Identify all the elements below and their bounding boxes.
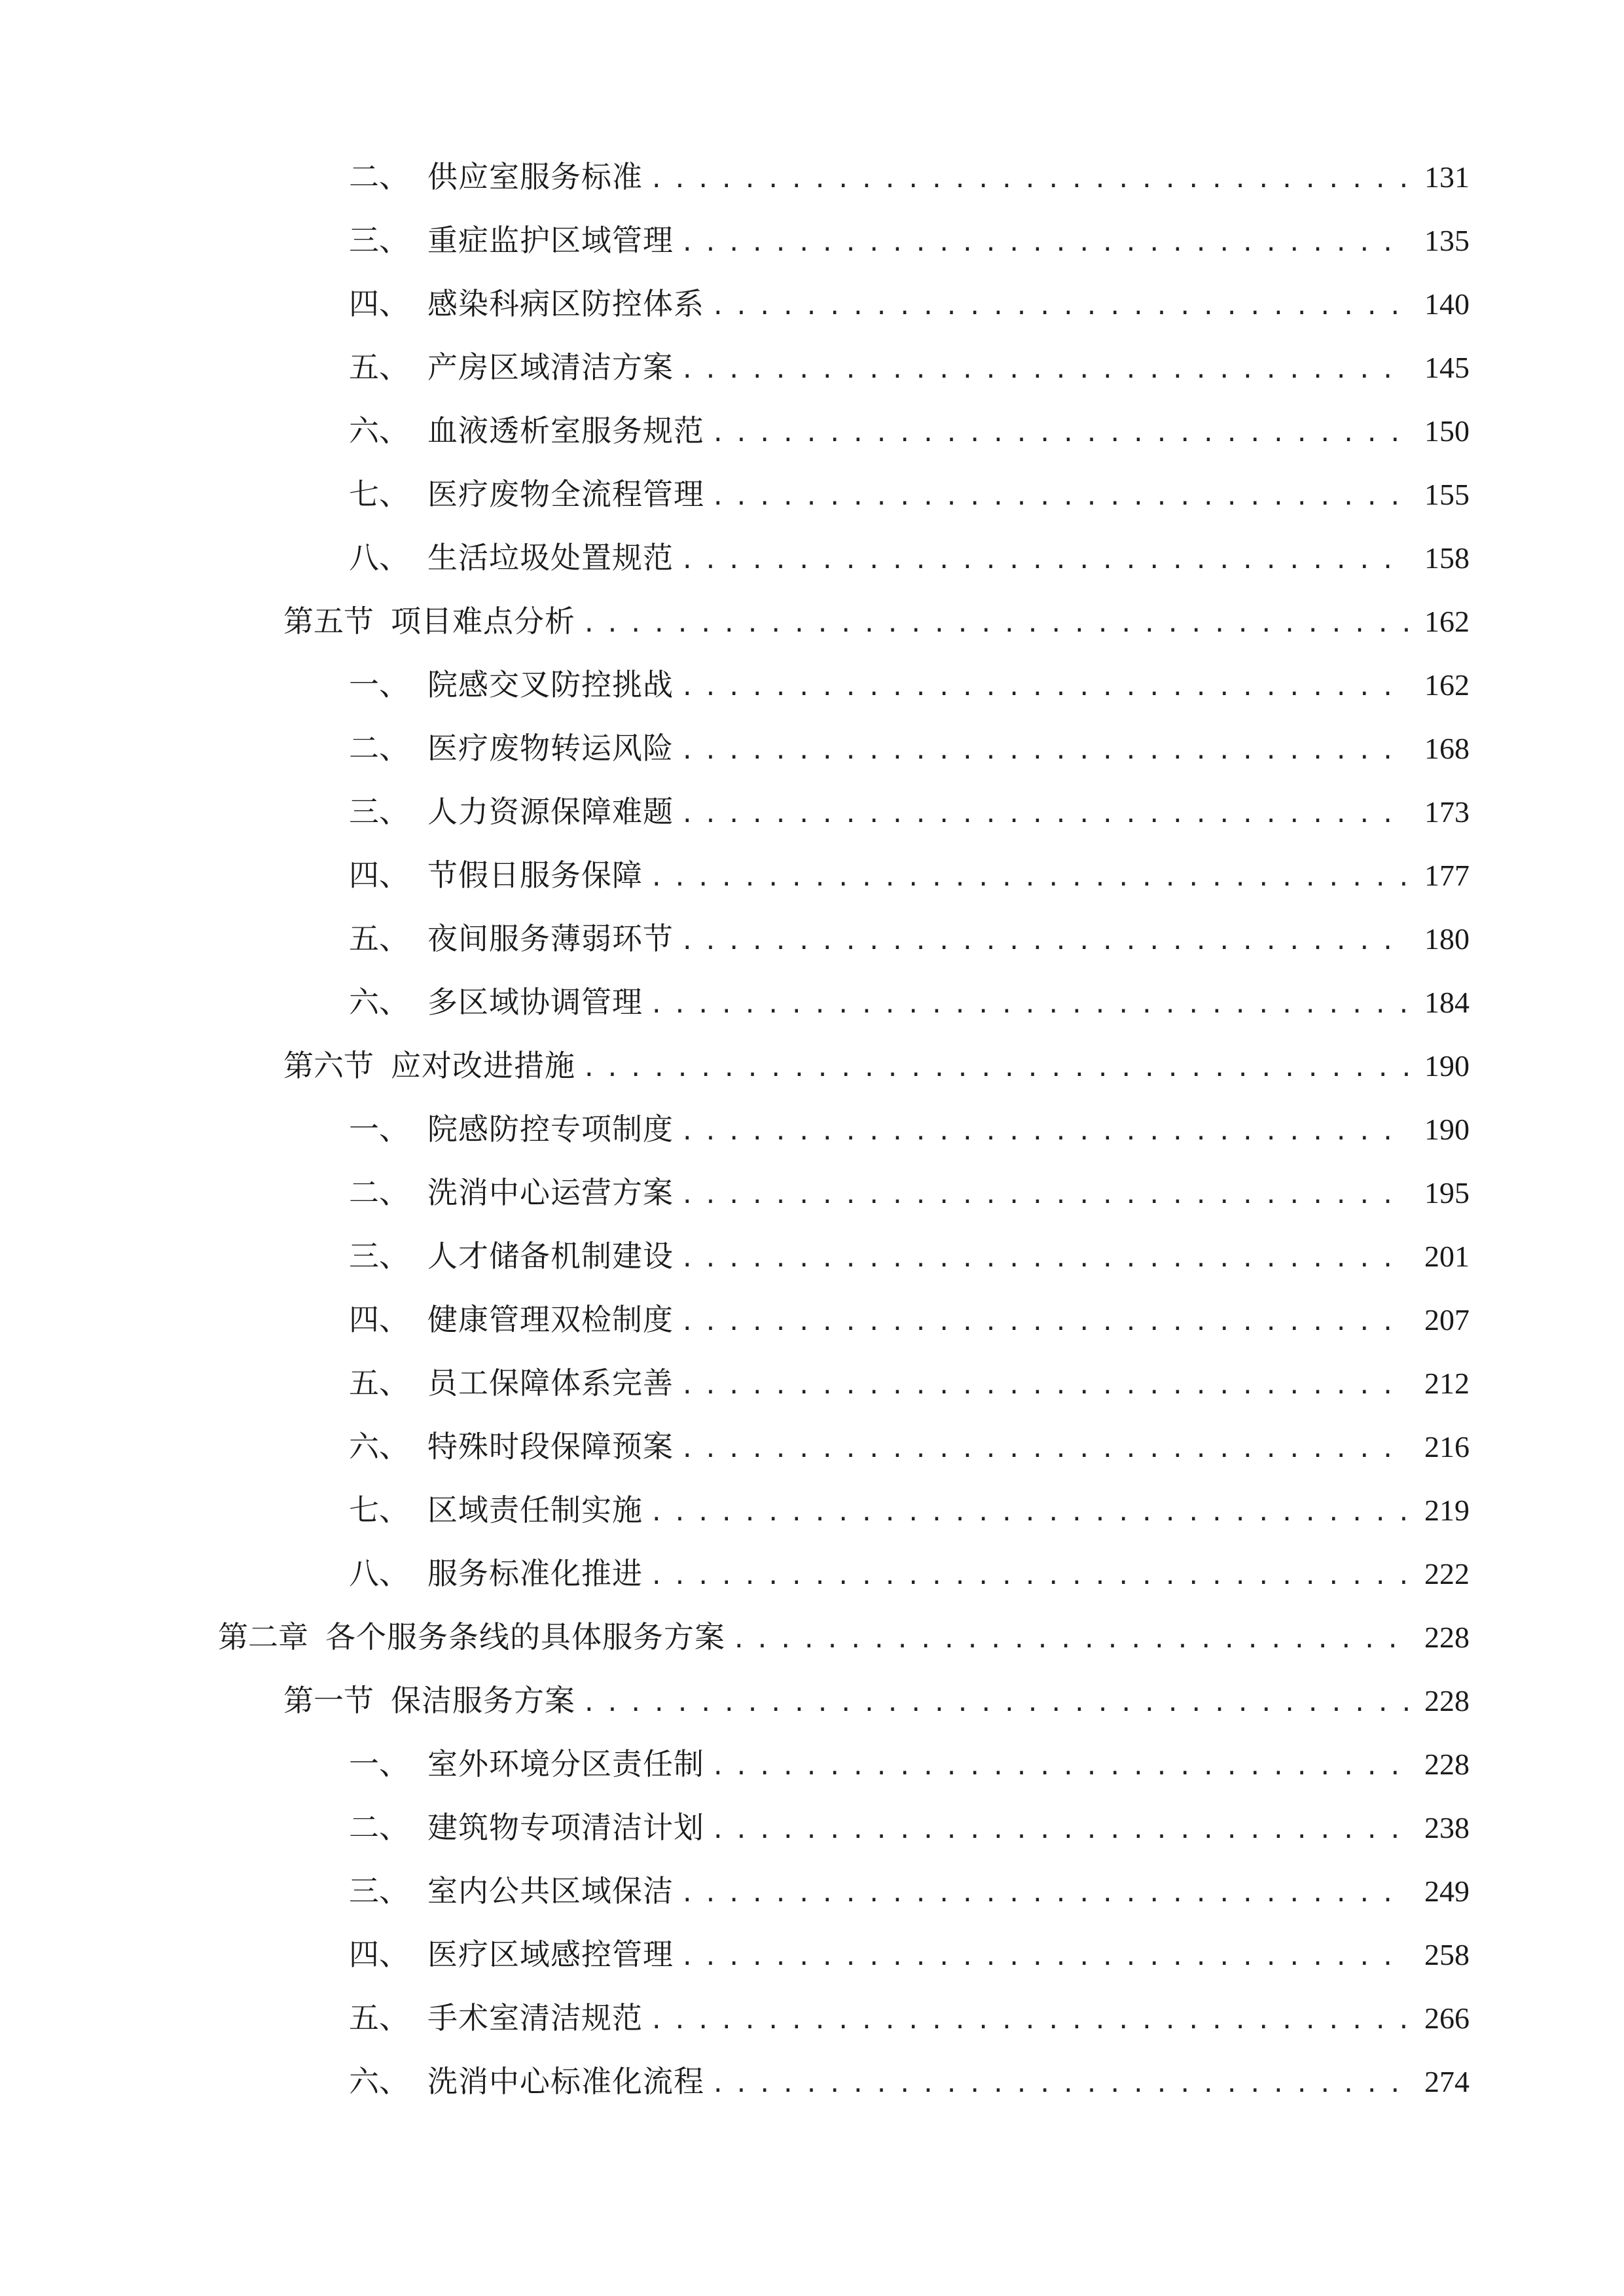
toc-entry-number: 第二章	[218, 1619, 308, 1655]
toc-entry-number: 一、	[349, 1111, 409, 1147]
toc-entry[interactable]	[349, 1103, 1470, 1155]
toc-entry-page: 274	[1424, 2065, 1470, 2098]
toc-entry[interactable]	[349, 404, 1470, 457]
toc-entry-page: 212	[1424, 1367, 1470, 1400]
toc-entry[interactable]	[349, 722, 1470, 774]
toc-entry-page: 195	[1424, 1176, 1470, 1210]
toc-entry-page: 216	[1424, 1430, 1470, 1463]
toc-entry-page: 180	[1424, 922, 1470, 956]
toc-entry-chapter[interactable]	[218, 1611, 1470, 1663]
toc-entry-number: 四、	[349, 1937, 409, 1972]
toc-dot-leader	[711, 2058, 1408, 2111]
toc-entry-number: 三、	[349, 1873, 409, 1909]
toc-entry-number: 六、	[349, 984, 409, 1020]
toc-entry-number: 五、	[349, 2000, 409, 2036]
toc-entry-title: 感染科病区防控体系	[427, 286, 704, 321]
toc-dot-leader	[649, 1995, 1408, 2047]
toc-entry-number: 第五节	[283, 603, 374, 639]
toc-entry-number: 四、	[349, 286, 409, 321]
toc-entry-title: 洗消中心标准化流程	[427, 2064, 704, 2099]
toc-entry-page: 184	[1424, 986, 1470, 1019]
toc-dot-leader	[680, 344, 1408, 397]
toc-entry-title: 多区域协调管理	[427, 984, 643, 1020]
toc-entry-title: 人才储备机制建设	[427, 1238, 674, 1274]
toc-entry[interactable]	[349, 151, 1470, 203]
toc-entry-number: 第六节	[283, 1048, 374, 1083]
toc-entry-page: 158	[1424, 541, 1470, 575]
toc-entry[interactable]	[349, 1166, 1470, 1219]
toc-entry-page: 249	[1424, 1874, 1470, 1908]
toc-entry[interactable]	[349, 1293, 1470, 1346]
toc-dot-leader	[649, 852, 1408, 905]
toc-entry-page: 222	[1424, 1557, 1470, 1590]
toc-entry-number: 一、	[349, 1746, 409, 1782]
toc-entry-number: 八、	[349, 540, 409, 575]
toc-entry-title: 区域责任制实施	[427, 1492, 643, 1528]
toc-entry-title: 医疗废物全流程管理	[427, 476, 704, 512]
toc-dot-leader	[582, 1043, 1408, 1095]
toc-entry-page: 201	[1424, 1240, 1470, 1273]
toc-entry[interactable]	[349, 1484, 1470, 1536]
toc-entry-number: 五、	[349, 1365, 409, 1401]
toc-entry-section[interactable]	[283, 1674, 1470, 1727]
toc-entry[interactable]	[349, 1547, 1470, 1600]
toc-entry-title: 院感交叉防控挑战	[427, 667, 674, 702]
toc-entry-title: 服务标准化推进	[427, 1556, 643, 1591]
toc-dot-leader	[680, 1868, 1408, 1920]
toc-entry-title: 建筑物专项清洁计划	[427, 1810, 704, 1845]
toc-entry[interactable]	[349, 976, 1470, 1028]
toc-entry[interactable]	[349, 531, 1470, 584]
toc-dot-leader	[680, 1424, 1408, 1476]
toc-entry[interactable]	[349, 785, 1470, 838]
toc-entry-title: 人力资源保障难题	[427, 794, 674, 829]
toc-dot-leader	[711, 281, 1408, 333]
toc-entry-page: 145	[1424, 351, 1470, 384]
toc-dot-leader	[680, 916, 1408, 968]
toc-entry[interactable]	[349, 658, 1470, 711]
toc-entry-title: 医疗废物转运风险	[427, 730, 674, 766]
toc-entry-page: 162	[1424, 605, 1470, 638]
toc-entry-title: 血液透析室服务规范	[427, 413, 704, 448]
toc-entry-title: 夜间服务薄弱环节	[427, 921, 674, 956]
toc-entry[interactable]	[349, 849, 1470, 901]
toc-dot-leader	[649, 1551, 1408, 1603]
toc-entry[interactable]	[349, 1865, 1470, 1917]
toc-entry-page: 266	[1424, 2001, 1470, 2035]
toc-entry-title: 供应室服务标准	[427, 159, 643, 194]
toc-entry-title: 产房区域清洁方案	[427, 350, 674, 385]
toc-dot-leader	[649, 154, 1408, 206]
toc-entry-number: 五、	[349, 350, 409, 385]
toc-dot-leader	[582, 1677, 1408, 1730]
toc-entry[interactable]	[349, 214, 1470, 266]
toc-entry-title: 洗消中心运营方案	[427, 1175, 674, 1210]
toc-entry-number: 四、	[349, 857, 409, 893]
toc-entry-page: 150	[1424, 414, 1470, 448]
toc-entry-title: 各个服务条线的具体服务方案	[325, 1619, 725, 1655]
toc-dot-leader	[680, 1170, 1408, 1222]
toc-entry[interactable]	[349, 1738, 1470, 1790]
toc-entry-page: 190	[1424, 1049, 1470, 1083]
toc-entry[interactable]	[349, 278, 1470, 330]
toc-entry-title: 应对改进措施	[391, 1048, 575, 1083]
toc-entry[interactable]	[349, 1230, 1470, 1282]
toc-entry-page: 131	[1424, 160, 1470, 194]
toc-dot-leader	[680, 217, 1408, 270]
toc-entry-title: 健康管理双检制度	[427, 1302, 674, 1337]
toc-entry-page: 228	[1424, 1684, 1470, 1717]
toc-entry-title: 项目难点分析	[391, 603, 575, 639]
toc-dot-leader	[680, 789, 1408, 841]
toc-dot-leader	[711, 1804, 1408, 1857]
toc-entry[interactable]	[349, 341, 1470, 393]
toc-entry-number: 三、	[349, 223, 409, 258]
toc-entry-page: 258	[1424, 1938, 1470, 1971]
toc-entry-page: 207	[1424, 1303, 1470, 1336]
toc-entry-number: 七、	[349, 476, 409, 512]
toc-entry-page: 228	[1424, 1621, 1470, 1654]
toc-dot-leader	[680, 1233, 1408, 1285]
toc-entry-page: 135	[1424, 224, 1470, 257]
toc-entry-title: 节假日服务保障	[427, 857, 643, 893]
toc-entry[interactable]	[349, 1357, 1470, 1409]
toc-entry-title: 院感防控专项制度	[427, 1111, 674, 1147]
toc-entry-page: 162	[1424, 668, 1470, 702]
toc-entry[interactable]	[349, 468, 1470, 520]
toc-entry-number: 六、	[349, 2064, 409, 2099]
toc-entry-number: 六、	[349, 413, 409, 448]
toc-entry-number: 五、	[349, 921, 409, 956]
toc-entry-title: 手术室清洁规范	[427, 2000, 643, 2036]
toc-dot-leader	[711, 408, 1408, 460]
toc-dot-leader	[582, 598, 1408, 651]
toc-entry-page: 228	[1424, 1748, 1470, 1781]
toc-entry-number: 七、	[349, 1492, 409, 1528]
toc-dot-leader	[680, 1931, 1408, 1984]
toc-entry[interactable]	[349, 1928, 1470, 1981]
toc-dot-leader	[711, 471, 1408, 524]
toc-entry-number: 二、	[349, 730, 409, 766]
toc-entry-number: 第一节	[283, 1683, 374, 1718]
toc-entry-title: 生活垃圾处置规范	[427, 540, 674, 575]
toc-entry-section[interactable]	[283, 595, 1470, 647]
toc-dot-leader	[680, 1360, 1408, 1412]
toc-entry-number: 四、	[349, 1302, 409, 1337]
toc-dot-leader	[649, 979, 1408, 1031]
toc-dot-leader	[649, 1487, 1408, 1539]
toc-entry-page: 140	[1424, 287, 1470, 321]
toc-entry-title: 医疗区域感控管理	[427, 1937, 674, 1972]
toc-dot-leader	[680, 1106, 1408, 1158]
toc-entry-page: 177	[1424, 859, 1470, 892]
toc-entry-title: 员工保障体系完善	[427, 1365, 674, 1401]
toc-entry-section[interactable]	[283, 1039, 1470, 1092]
toc-entry-title: 室内公共区域保洁	[427, 1873, 674, 1909]
toc-dot-leader	[711, 1741, 1408, 1793]
toc-entry-title: 室外环境分区责任制	[427, 1746, 704, 1782]
toc-entry-page: 155	[1424, 478, 1470, 511]
toc-entry[interactable]	[349, 2055, 1470, 2108]
toc-entry-title: 保洁服务方案	[391, 1683, 575, 1718]
toc-entry-page: 238	[1424, 1811, 1470, 1844]
toc-entry[interactable]	[349, 1420, 1470, 1473]
toc-entry-title: 重症监护区域管理	[427, 223, 674, 258]
toc-entry-number: 一、	[349, 667, 409, 702]
toc-entry-number: 六、	[349, 1429, 409, 1464]
toc-dot-leader	[732, 1614, 1408, 1666]
toc-dot-leader	[680, 725, 1408, 778]
toc-dot-leader	[680, 535, 1408, 587]
toc-dot-leader	[680, 1297, 1408, 1349]
toc-entry-page: 173	[1424, 795, 1470, 829]
toc-entry-title: 特殊时段保障预案	[427, 1429, 674, 1464]
toc-entry[interactable]	[349, 912, 1470, 965]
toc-dot-leader	[680, 662, 1408, 714]
toc-entry[interactable]	[349, 1801, 1470, 1854]
toc-entry-page: 190	[1424, 1113, 1470, 1146]
toc-entry-number: 二、	[349, 1810, 409, 1845]
toc-entry-number: 二、	[349, 159, 409, 194]
toc-entry-page: 219	[1424, 1494, 1470, 1527]
toc-entry-number: 八、	[349, 1556, 409, 1591]
toc-entry-number: 三、	[349, 794, 409, 829]
toc-entry-number: 二、	[349, 1175, 409, 1210]
toc-entry-page: 168	[1424, 732, 1470, 765]
toc-entry[interactable]	[349, 1992, 1470, 2044]
toc-entry-number: 三、	[349, 1238, 409, 1274]
